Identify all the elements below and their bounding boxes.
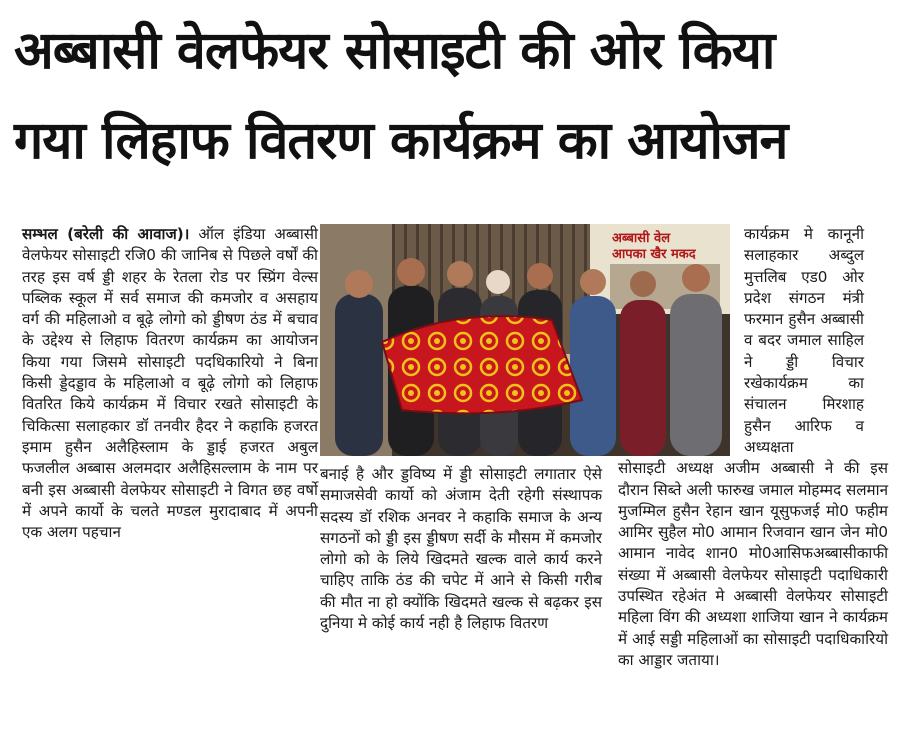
headline xyxy=(14,6,884,186)
headline-line-2: गया लिहाफ वितरण कार्यक्रम का आयोजन xyxy=(14,111,788,171)
article-column-3 xyxy=(618,224,888,671)
article-column-1 xyxy=(22,224,318,543)
banner-text: अब्बासी वेल xyxy=(612,231,671,246)
article-column-2 xyxy=(320,464,602,634)
headline-line-1: अब्बासी वेलफेयर सोसाइटी की ओर किया xyxy=(14,21,775,81)
column-2-text: बनाई है और ड्डविष्य में ड्डी सोसाइटी लगातार ऐसे समाजसेवी कार्यो को अंजाम देती रहेगी संस्थापक सदस्य डॉ रशिक अनवर ने कहाकि समाज के अन्य सगठनों को ड्डी इस ड्डीषण सर्दी के मौसम में कमजोर लोगो को के लिये खिदमते खल्क वाले कार्य करने चाहिए ताकि ठंड की चपेट में आने से किसी गरीब की मौत ना हो क्योंकि खिदमते खल्क से बढ़कर इस दुनिया मे कोई कार्य नही है लिहाफ वितरण xyxy=(320,465,602,633)
column-3-lower-text: सोसाइटी अध्यक्ष अजीम अब्बासी ने की इस दौरान सिब्ते अली फारुख जमाल मोहम्मद सलमान मुजम्मिल हुसैन रेहान खान यूसुफजई मो0 फहीम आमिर सुहैल मो0 आमान रिजवान खान जेन मो0 आमान नावेद शान0 मो0आसिफअब्बासीकाफी संख्या में अब्बासी वेलफेयर सोसाइटी पदाधिकारी उपस्थित रहेअंत मे अब्बासी वेलफेयर सोसाइटी महिला विंग की अध्यशा शाजिया खान ने कार्यक्रम में आई सड्डी महिलाओं का सोसाइटी पदाधिकारियो का आड्डार जताया। xyxy=(618,459,888,669)
column-3-upper-text: कार्यक्रम मे कानूनी सलाहकार अब्दुल मुत्तलिब एड0 ओर प्रदेश संगठन मंत्री फरमान हुसैन अब्बासी व बदर जमाल साहिल ने ड्डी विचार रखेकार्यक्रम का संचालन मिरशाह हुसैन आरिफ व अध्यक्षता xyxy=(744,225,864,456)
quilt xyxy=(382,316,582,413)
dateline: सम्भल (बरेली की आवाज)। xyxy=(22,225,190,243)
banner-text-2: आपका खैर मकद xyxy=(612,247,696,262)
column-1-text: ऑल इंडिया अब्बासी वेलफेयर सोसाइटी रजि0 की जानिब से पिछले वर्षों की तरह इस वर्ष ड्डी शहर के रेतला रोड पर स्प्रिंग वेल्स पब्लिक स्कूल में सर्व समाज की कमजोर व असहाय वर्ग की महिलाओ व बूढ़े लोगो को ड्डीषण ठंड में बचाव के उद्देश्य से लिहाफ वितरण कार्यक्रम का आयोजन किया गया जिसमे सोसाइटी पदधिकारियो ने बिना किसी ड्डेदड्डाव के महिलाओ व बूढ़े लोगो को लिहाफ वितरित किये कार्यक्रम में विचार रखते सोसाइटी के चिकित्सा सलाहकार डॉ तनवीर हैदर ने कहाकि हजरत इमाम हुसैन अलैहिस्लाम के ड्डाई हजरत अबुल फजलील अब्बास अलमदार अलैहिसल्लाम के नाम पर बनी इस अब्बासी वेलफेयर सोसाइटी ने विगत छह वर्षो में अपने कार्यो के चलते मण्डल मुरादाबाद में अपनी एक अलग पहचान xyxy=(22,225,318,542)
